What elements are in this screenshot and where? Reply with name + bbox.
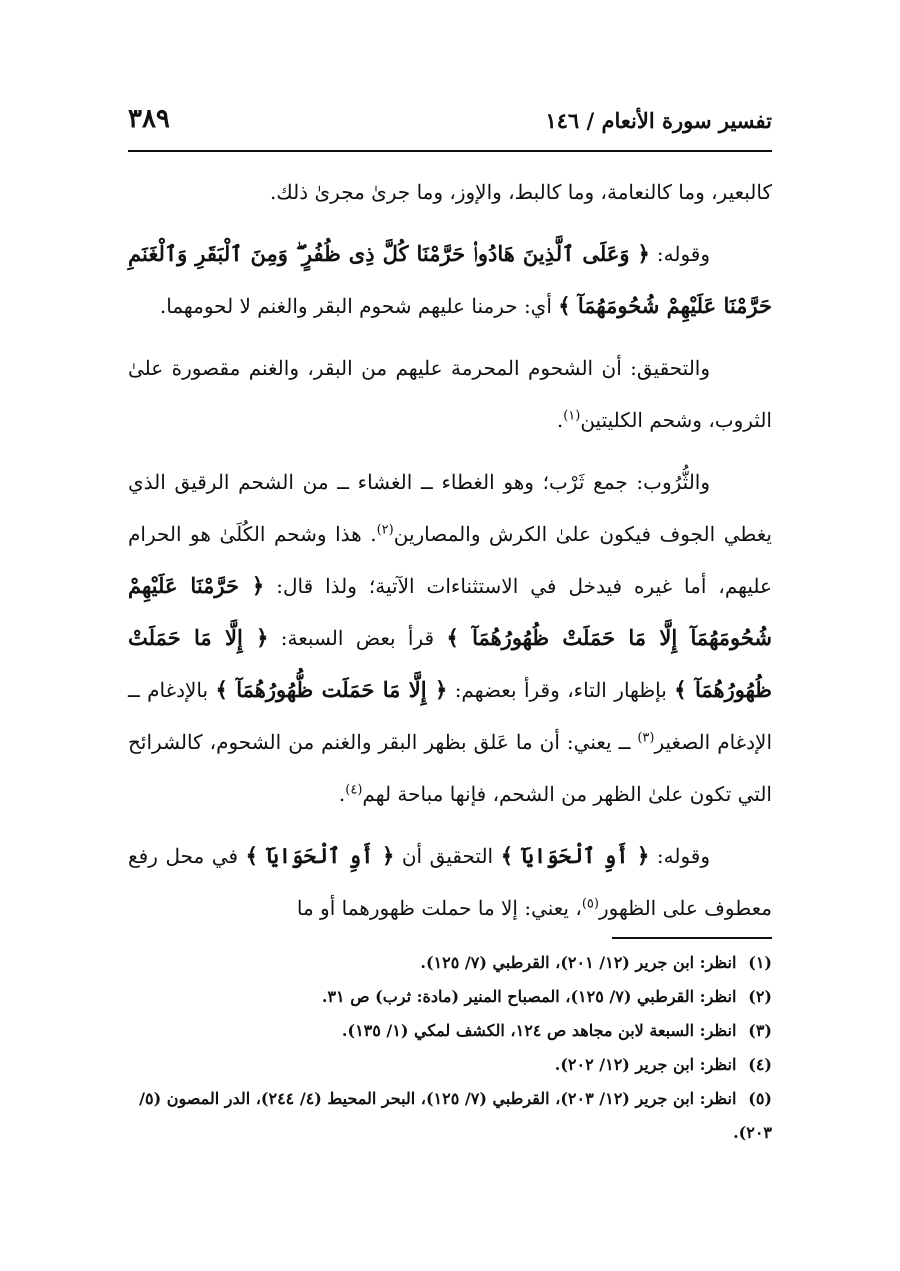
paragraph-text: في محل رفع معطوف على الظهور	[128, 844, 772, 920]
paragraph	[128, 342, 772, 446]
quran-quote: ﴿ حَرَّمْنَا عَلَيْهِمْ شُحُومَهُمَآ إِلَّا مَا حَمَلَتْ ظُهُورُهُمَآ ﴾	[128, 573, 772, 650]
footnote-text: انظر: ابن جرير (١٢/ ٢٠١)، القرطبي (٧/ ١٢٥).	[420, 953, 737, 972]
main-text	[128, 166, 772, 934]
footnote-text: انظر: السبعة لابن مجاهد ص ١٢٤، الكشف لمكي (١/ ١٣٥).	[341, 1021, 737, 1040]
paragraph-text: التحقيق أن	[394, 844, 501, 868]
page-number: ٣٨٩	[128, 104, 170, 134]
footnote-text: انظر: القرطبي (٧/ ١٢٥)، المصباح المنير (مادة: ثرب) ص ٣١.	[321, 987, 737, 1006]
paragraph-text: .	[338, 782, 346, 806]
paragraph	[128, 456, 772, 820]
footnote-number: (٢)	[748, 987, 772, 1006]
paragraph	[128, 166, 772, 218]
paragraph	[128, 228, 772, 332]
paragraph-text: والتحقيق: أن الشحوم المحرمة عليهم من البقر، والغنم مقصورة علىٰ الثروب، وشحم الكليتين	[128, 356, 772, 432]
paragraph-text: وقوله:	[649, 844, 711, 868]
footnote-ref: (٣)	[637, 730, 655, 746]
footnote-ref: (٤)	[345, 782, 363, 798]
paragraph-text: بالإدغام ــ الإدغام الصغير	[128, 678, 773, 754]
paragraph-text: . هذا وشحم الكُلَىٰ هو الحرام عليهم، أما غيره فيدخل في الاستثناءات الآتية؛ ولذا قال:	[128, 522, 772, 598]
footnote	[128, 1048, 772, 1082]
paragraph-text: وقوله:	[649, 242, 711, 266]
paragraph-text: والثُّرُوب: جمع ثَرْب؛ وهو الغطاء ــ الغشاء ــ من الشحم الرقيق الذي يغطي الجوف فيكون علىٰ الكرش والمصارين	[128, 470, 772, 546]
quran-quote: ﴿ إِلَّا مَا حَمَلَتْ ظُهُورُهُمَآ ﴾	[128, 625, 772, 702]
footnote-number: (١)	[748, 953, 772, 972]
footnote	[128, 1082, 772, 1150]
quran-quote: ﴿ أَوِ ٱلْحَوَايَآ ﴾	[500, 843, 650, 868]
quran-quote: ﴿ أَوِ ٱلْحَوَايَآ ﴾	[245, 843, 395, 868]
footnote-ref: (١)	[563, 408, 581, 424]
footnote-divider	[612, 937, 772, 939]
quran-quote: ﴿ إِلَّا مَا حَمَلَت ظُّهُورُهُمَآ ﴾	[215, 677, 448, 702]
paragraph-text: ــ يعني: أن ما عَلق بظهر البقر والغنم من الشحوم، كالشرائح التي تكون علىٰ الظهر من الشحم، فإنها مباحة لهم	[128, 730, 772, 806]
page-header	[128, 100, 772, 150]
footnote-ref: (٥)	[581, 896, 599, 912]
footnote-text: انظر: ابن جرير (١٢/ ٢٠٣)، القرطبي (٧/ ١٢٥)، البحر المحيط (٤/ ٢٤٤)، الدر المصون (٥/ ٢٠٣).	[139, 1089, 772, 1142]
footnote-number: (٥)	[748, 1089, 772, 1108]
footnote	[128, 946, 772, 980]
paragraph-text: كالبعير، وما كالنعامة، وما كالبط، والإوز، وما جرىٰ مجرىٰ ذلك.	[269, 180, 772, 204]
quran-quote: ﴿ وَعَلَى ٱلَّذِينَ هَادُوا۟ حَرَّمْنَا كُلَّ ذِى ظُفُرٍ ۖ وَمِنَ ٱلْبَقَرِ وَٱلْغَنَمِ حَرَّمْنَا عَلَيْهِمْ شُحُومَهُمَآ ﴾	[128, 241, 772, 318]
footnote-number: (٣)	[748, 1021, 772, 1040]
paragraph-text: أي: حرمنا عليهم شحوم البقر والغنم لا لحومهما.	[159, 294, 559, 318]
header-divider	[128, 150, 772, 152]
footnote-ref: (٢)	[376, 522, 394, 538]
paragraph	[128, 830, 772, 934]
paragraph-text: .	[556, 408, 564, 432]
footnotes	[128, 946, 772, 1150]
paragraph-text: قرأ بعض السبعة:	[268, 626, 447, 650]
footnote-text: انظر: ابن جرير (١٢/ ٢٠٢).	[554, 1055, 737, 1074]
paragraph-text: بإظهار التاء، وقرأ بعضهم:	[447, 678, 675, 702]
footnote	[128, 980, 772, 1014]
paragraph-text: ، يعني: إلا ما حملت ظهورهما أو ما	[296, 896, 582, 920]
running-title: تفسير سورة الأنعام / ١٤٦	[545, 108, 772, 133]
footnote-number: (٤)	[748, 1055, 772, 1074]
footnote	[128, 1014, 772, 1048]
